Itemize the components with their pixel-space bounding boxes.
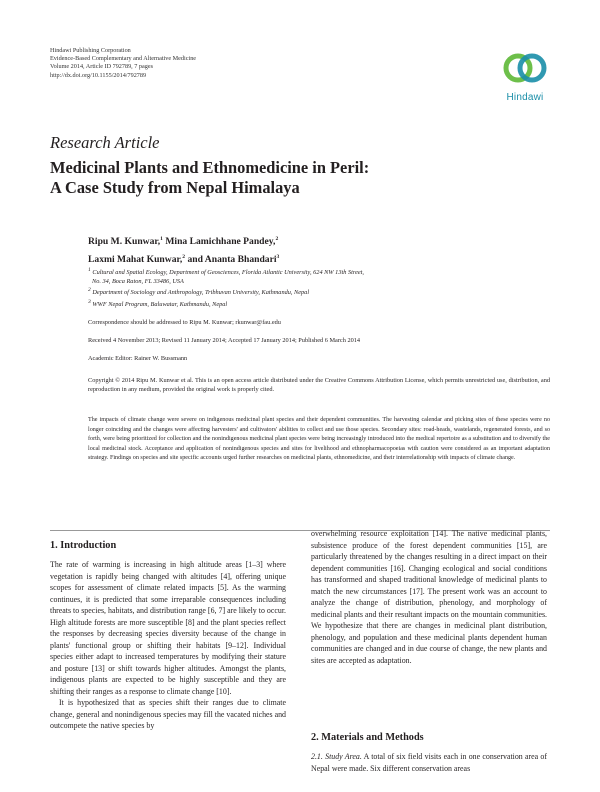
- author-affiliation-mark: 2: [182, 253, 186, 260]
- author-line-2: [88, 250, 528, 268]
- affiliation-text: WWF Nepal Program, Baluwatar, Kathmandu, Nepal: [92, 301, 228, 309]
- volume-line: Volume 2014, Article ID 792789, 7 pages: [50, 63, 153, 71]
- title-line-2: A Case Study from Nepal Himalaya: [50, 178, 300, 197]
- affiliation-text: Cultural and Spatial Ecology, Department of Geosciences, Florida Atlantic University, 624 NW 13th Street,: [92, 269, 364, 277]
- publisher-line: Hindawi Publishing Corporation: [50, 47, 131, 54]
- academic-editor: Academic Editor: Rainer W. Bussmann: [88, 355, 188, 362]
- doi-link[interactable]: http://dx.doi.org/10.1155/2014/792789: [50, 71, 147, 79]
- affiliation-mark: 1: [88, 267, 91, 273]
- title-line-1: Medicinal Plants and Ethnomedicine in Peril:: [50, 158, 370, 177]
- author-name[interactable]: Mina Lamichhane Pandey,: [165, 236, 276, 248]
- author-name[interactable]: Ripu M. Kunwar,: [88, 236, 161, 248]
- body-paragraph: The rate of warming is increasing in high altitude areas [1–3] where vegetation is rapidly being changed with altitudes [4], offering unique scopes for assessment of climate related impacts [5]. As the warming continues, it is predicted that some irreparable consequences including threats to species, habitats, and distribution range [6, 7] are likely to occur. High altitude forests are more susceptible [8] and the plant species reflect the responses by decreasing species diversity because of the change in plants' functional group or shifting their habitats [9–12]. Individual species either adapt to increased temperatures by modifying their stature and posture [13] or shift towards higher altitudes. Amongst the plants, indigenous plants are expected to be highly susceptible and they are shifting their ranges as a response to climate change [10].: [50, 560, 286, 696]
- author-name[interactable]: Laxmi Mahat Kunwar,: [88, 253, 183, 265]
- journal-name-line: Evidence-Based Complementary and Alternative Medicine: [50, 55, 197, 63]
- affiliation-continuation: No. 34, Boca Raton, FL 33486, USA: [92, 277, 184, 285]
- body-paragraph: overwhelming resource exploitation [14]. The native medicinal plants, subsistence produce of the forest dependent communities [15], are particularly threatened by the changes resulting in a direct impact on their dependent communities [16]. Changing ecological and social conditions has transformed and shaped traditional knowledge of medicinal plants to match the new circumstances [17]. The present work was an account to analyze the change of distribution, phenology, and morphology of medicinal plants and their resultant impacts on the mountain communities. We hypothesize that there are changes in medicinal plant distribution, phenology, and population and these medicinal plants dependent human communities are changed and in due course of change, the new plants and sites are accepted as adaptation.: [311, 529, 547, 665]
- author-affiliation-mark: 2: [275, 236, 279, 242]
- author-affiliation-mark: 1: [160, 236, 163, 242]
- subsection-heading: 2.1. Study Area.: [311, 752, 362, 761]
- affiliation-mark: 3: [88, 298, 91, 305]
- author-list: [88, 232, 528, 267]
- affiliation-item: [88, 286, 548, 298]
- author-name[interactable]: and Ananta Bhandari: [187, 253, 277, 265]
- right-column-body: [311, 528, 547, 666]
- affiliation-item: [88, 266, 548, 278]
- affiliation-mark: 2: [88, 287, 91, 294]
- paper-title: [50, 158, 550, 198]
- article-type: Research Article: [50, 133, 160, 152]
- author-affiliation-mark: 3: [276, 253, 280, 260]
- body-text: A total of six field visits each in one conservation area of Nepal were made. Six different conservation areas: [311, 752, 547, 773]
- author-line-1: [88, 232, 528, 250]
- methods-heading: 2. Materials and Methods: [311, 732, 424, 743]
- body-paragraph: It is hypothesized that as species shift their ranges due to climate change, general and nonindigenous species may fill the vacated niches and outcompete the native species by: [50, 698, 286, 730]
- affiliation-item: [88, 298, 548, 310]
- affiliation-text: Department of Sociology and Anthropology, Tribhuvan University, Kathmandu, Nepal: [92, 289, 310, 297]
- abstract: The impacts of climate change were severe on indigenous medicinal plant species and their dependent communities. The harvesting calendar and picking sites of these species were no longer coinciding and the changes were affecting harvesters' and cultivators' abilities to collect and use those species. Secondary sites: road-heads, wastelands, regenerated forests, and so forth, were being prioritized for collection and the nonindigenous medicinal plant species were being increasingly introduced into the medical repertoire as a substitution and to diversify the local medicinal stock. Acceptance and application of nonindigenous species and sites for livelihood and ethnopharmacopoeias with caution were considered as an important adaptation strategy. Findings on species and site specific accounts urged further researches on medicinal plants, ethnomedicine, and their interrelationship with impacts of climate change.: [88, 417, 550, 461]
- left-column-body: [50, 559, 286, 732]
- publication-dates: Received 4 November 2013; Revised 11 January 2014; Accepted 17 January 2014; Published 6 March 2014: [88, 337, 361, 344]
- affiliations: [88, 266, 548, 310]
- copyright-notice: Copyright © 2014 Ripu M. Kunwar et al. This is an open access article distributed under the Creative Commons Attribution License, which permits unrestricted use, distribution, and reproduction in any medium, provided the original work is properly cited.: [88, 377, 550, 393]
- body-paragraph: [311, 751, 547, 774]
- journal-header: [50, 47, 196, 80]
- right-column-body-2: [311, 751, 547, 774]
- introduction-heading: 1. Introduction: [50, 540, 117, 551]
- correspondence-note: Correspondence should be addressed to Ripu M. Kunwar; rkunwar@fau.edu: [88, 319, 281, 326]
- hindawi-logo-text: Hindawi: [506, 92, 544, 103]
